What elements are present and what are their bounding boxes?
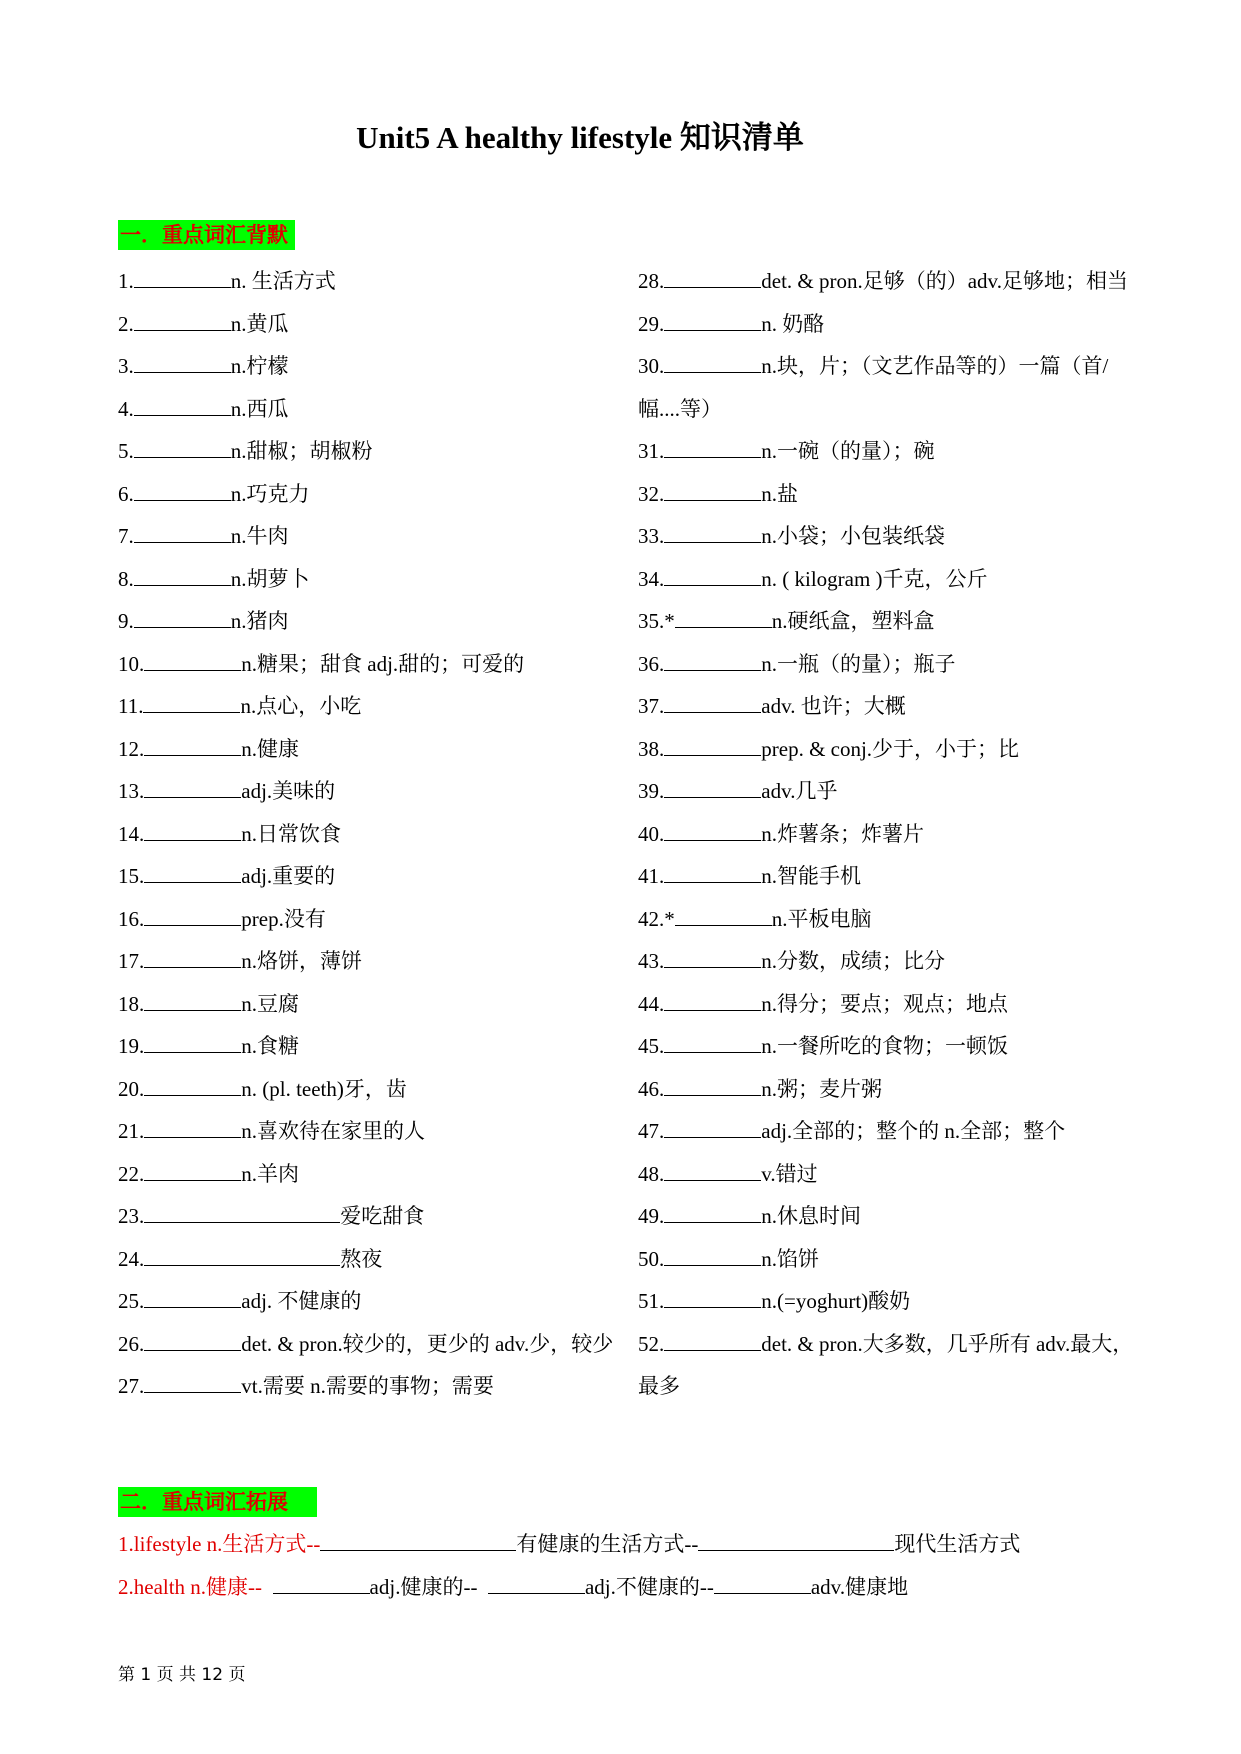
item-definition: n. ( kilogram )千克，公斤 xyxy=(761,566,988,591)
item-number: 47. xyxy=(638,1119,665,1143)
answer-blank[interactable] xyxy=(664,439,761,458)
answer-blank[interactable] xyxy=(144,864,241,883)
item-definition: n.豆腐 xyxy=(241,991,299,1016)
answer-blank[interactable] xyxy=(664,1289,761,1308)
vocab-item xyxy=(118,558,628,601)
vocab-item xyxy=(118,1323,628,1366)
vocab-item xyxy=(118,1110,628,1153)
answer-blank[interactable] xyxy=(144,822,241,841)
item-number: 2. xyxy=(118,311,134,336)
item-number: 35.* xyxy=(638,609,675,633)
item-definition: n.小袋；小包装纸袋 xyxy=(761,524,945,548)
item-number: 36. xyxy=(638,651,665,676)
item-definition: 熬夜 xyxy=(340,1246,383,1271)
vocab-item xyxy=(118,770,628,813)
vocab-item xyxy=(638,1110,1138,1153)
item-number: 33. xyxy=(638,524,665,548)
answer-blank[interactable] xyxy=(144,1034,241,1053)
item-number: 38. xyxy=(638,736,665,761)
vocab-item xyxy=(118,600,628,643)
item-definition: n.休息时间 xyxy=(761,1204,861,1228)
vocab-item xyxy=(118,515,628,558)
answer-blank[interactable] xyxy=(273,1575,370,1594)
vocab-item xyxy=(118,643,628,686)
answer-blank[interactable] xyxy=(134,354,231,373)
item-definition: n.烙饼，薄饼 xyxy=(241,949,362,973)
item-definition: adv. 也许；大概 xyxy=(761,694,906,718)
item-number: 11. xyxy=(118,694,144,718)
answer-blank[interactable] xyxy=(664,1077,761,1096)
item-definition: n. 生活方式 xyxy=(230,269,336,293)
item-definition: n.健康 xyxy=(241,736,299,761)
item-definition: v.错过 xyxy=(761,1161,818,1186)
item-definition: adj. 不健康的 xyxy=(241,1289,362,1313)
answer-blank[interactable] xyxy=(134,524,231,543)
answer-blank[interactable] xyxy=(134,439,231,458)
vocab-item xyxy=(638,1238,1138,1281)
item-definition: n.糖果；甜食 adj.甜的；可爱的 xyxy=(241,651,525,676)
vocab-item xyxy=(638,983,1138,1026)
item-number: 39. xyxy=(638,779,665,803)
item-definition: adj.重要的 xyxy=(241,864,336,888)
vocab-item xyxy=(118,813,628,856)
vocab-item xyxy=(118,1068,628,1111)
item-definition: n.硬纸盒，塑料盒 xyxy=(771,609,935,633)
answer-blank[interactable] xyxy=(144,907,241,926)
item-number: 29. xyxy=(638,311,665,336)
item-definition: n.一瓶（的量）；瓶子 xyxy=(761,651,956,676)
item-number: 40. xyxy=(638,821,665,846)
item-number: 41. xyxy=(638,864,665,888)
vocab-item xyxy=(118,473,628,516)
item-number: 34. xyxy=(638,566,665,591)
vocab-item xyxy=(638,643,1138,686)
item-number: 9. xyxy=(118,609,134,633)
vocab-item xyxy=(118,1195,628,1238)
item-number: 15. xyxy=(118,864,145,888)
answer-blank[interactable] xyxy=(664,864,761,883)
item-definition: n.一餐所吃的食物；一顿饭 xyxy=(761,1034,1008,1058)
vocab-item xyxy=(118,430,628,473)
answer-blank[interactable] xyxy=(144,779,241,798)
item-number: 18. xyxy=(118,991,145,1016)
vocab-item xyxy=(118,685,628,728)
answer-blank[interactable] xyxy=(664,779,761,798)
item-number: 31. xyxy=(638,439,665,463)
item-number: 17. xyxy=(118,949,145,973)
item-number: 44. xyxy=(638,991,665,1016)
vocab-item xyxy=(638,813,1138,856)
item-definition: vt.需要 n.需要的事物；需要 xyxy=(241,1374,494,1398)
vocab-item xyxy=(638,728,1138,771)
item-number: 16. xyxy=(118,906,145,931)
item-definition: n.羊肉 xyxy=(241,1161,299,1186)
item-number: 52. xyxy=(638,1331,665,1356)
item-number: 37. xyxy=(638,694,665,718)
answer-blank[interactable] xyxy=(144,1077,241,1096)
item-number: 32. xyxy=(638,481,665,506)
item-number: 6. xyxy=(118,481,134,506)
item-definition: prep.没有 xyxy=(241,906,326,931)
answer-blank[interactable] xyxy=(134,567,231,586)
answer-blank[interactable] xyxy=(134,397,231,416)
vocab-item xyxy=(638,855,1138,898)
vocab-item xyxy=(118,345,628,388)
answer-blank[interactable] xyxy=(144,1247,340,1266)
vocab-item xyxy=(638,260,1138,303)
answer-blank[interactable] xyxy=(144,1332,241,1351)
item-definition: n.喜欢待在家里的人 xyxy=(241,1119,425,1143)
answer-blank[interactable] xyxy=(144,992,241,1011)
item-number: 21. xyxy=(118,1119,145,1143)
item-number: 19. xyxy=(118,1034,145,1058)
item-number: 4. xyxy=(118,396,134,421)
item-definition: n.炸薯条；炸薯片 xyxy=(761,821,924,846)
item-number: 50. xyxy=(638,1246,665,1271)
item-definition: det. & pron.较少的，更少的 adv.少，较少 xyxy=(241,1331,614,1356)
answer-blank[interactable] xyxy=(664,524,761,543)
vocab-item xyxy=(118,1280,628,1323)
item-number: 14. xyxy=(118,821,145,846)
item-definition: n.日常饮食 xyxy=(241,821,341,846)
answer-blank[interactable] xyxy=(144,1374,241,1393)
item-number: 3. xyxy=(118,354,134,378)
item-definition: n.得分；要点；观点；地点 xyxy=(761,991,1008,1016)
vocab-item xyxy=(118,728,628,771)
vocab-item xyxy=(638,1153,1138,1196)
item-number: 5. xyxy=(118,439,134,463)
vocab-item xyxy=(118,1153,628,1196)
vocab-item xyxy=(118,303,628,346)
expansion-gloss: adv.健康地 xyxy=(810,1575,909,1599)
item-number: 48. xyxy=(638,1161,665,1186)
item-definition: n.胡萝卜 xyxy=(230,566,310,591)
answer-blank[interactable] xyxy=(144,1289,241,1308)
page-title: Unit5 A healthy lifestyle 知识清单 xyxy=(356,120,804,155)
answer-blank[interactable] xyxy=(664,949,761,968)
answer-blank[interactable] xyxy=(320,1532,516,1551)
vocab-item xyxy=(638,303,1138,346)
item-definition: n.食糖 xyxy=(241,1034,299,1058)
vocab-item xyxy=(638,1025,1138,1068)
vocab-list-right xyxy=(638,260,1138,1408)
item-number: 20. xyxy=(118,1076,145,1101)
item-number: 25. xyxy=(118,1289,145,1313)
item-number: 13. xyxy=(118,779,145,803)
item-definition: det. & pron.大多数，几乎所有 adv.最大，最多 xyxy=(638,1331,1134,1398)
vocab-item xyxy=(118,1365,628,1408)
answer-blank[interactable] xyxy=(144,1162,241,1181)
vocab-item xyxy=(638,345,1138,430)
vocab-item xyxy=(638,473,1138,516)
expansion-lead: 1.lifestyle n.生活方式-- xyxy=(118,1532,321,1556)
page-footer: 第 1 页 共 12 页 xyxy=(118,1665,246,1685)
answer-blank[interactable] xyxy=(134,482,231,501)
vocab-item xyxy=(118,260,628,303)
item-number: 7. xyxy=(118,524,134,548)
answer-blank[interactable] xyxy=(664,992,761,1011)
item-definition: adj.美味的 xyxy=(241,779,336,803)
item-definition: n. 奶酪 xyxy=(761,311,825,336)
vocab-item xyxy=(638,515,1138,558)
answer-blank[interactable] xyxy=(664,822,761,841)
item-number: 27. xyxy=(118,1374,145,1398)
expansion-gloss: adj.健康的-- xyxy=(369,1575,483,1599)
section-heading-vocabulary: 一．重点词汇背默 xyxy=(118,220,295,250)
answer-blank[interactable] xyxy=(664,567,761,586)
item-definition: n.(=yoghurt)酸奶 xyxy=(761,1289,911,1313)
item-number: 23. xyxy=(118,1204,145,1228)
answer-blank[interactable] xyxy=(134,312,231,331)
vocab-item xyxy=(638,558,1138,601)
item-definition: n.馅饼 xyxy=(761,1246,819,1271)
item-definition: n.平板电脑 xyxy=(771,906,872,931)
answer-blank[interactable] xyxy=(144,949,241,968)
vocab-item xyxy=(638,1280,1138,1323)
answer-blank[interactable] xyxy=(714,1575,811,1594)
item-number: 26. xyxy=(118,1331,145,1356)
vocab-item xyxy=(118,898,628,941)
answer-blank[interactable] xyxy=(664,1247,761,1266)
answer-blank[interactable] xyxy=(144,1204,340,1223)
item-number: 8. xyxy=(118,566,134,591)
item-number: 10. xyxy=(118,651,145,676)
expansion-gloss: 有健康的生活方式-- xyxy=(516,1532,699,1556)
vocab-item xyxy=(638,1195,1138,1238)
item-definition: n.黄瓜 xyxy=(230,311,289,336)
item-definition: n.西瓜 xyxy=(230,396,289,421)
answer-blank[interactable] xyxy=(664,269,761,288)
expansion-line-lifestyle xyxy=(118,1528,1020,1558)
vocab-item xyxy=(118,388,628,431)
section-heading-expansion: 二．重点词汇拓展 xyxy=(118,1487,317,1517)
answer-blank[interactable] xyxy=(144,1119,241,1138)
item-definition: n.猪肉 xyxy=(230,609,289,633)
item-definition: n.一碗（的量）；碗 xyxy=(761,439,935,463)
expansion-line-health xyxy=(118,1571,908,1601)
item-definition: n.牛肉 xyxy=(230,524,289,548)
item-definition: n.粥；麦片粥 xyxy=(761,1076,882,1101)
expansion-gloss: 现代生活方式 xyxy=(894,1532,1021,1556)
item-number: 51. xyxy=(638,1289,665,1313)
item-number: 42.* xyxy=(638,906,675,931)
answer-blank[interactable] xyxy=(144,737,241,756)
item-definition: n.巧克力 xyxy=(230,481,310,506)
answer-blank[interactable] xyxy=(143,694,240,713)
vocab-item xyxy=(638,770,1138,813)
vocab-item xyxy=(638,430,1138,473)
item-number: 46. xyxy=(638,1076,665,1101)
vocab-item xyxy=(118,1025,628,1068)
answer-blank[interactable] xyxy=(664,1034,761,1053)
item-definition: adj.全部的；整个的 n.全部；整个 xyxy=(761,1119,1066,1143)
answer-blank[interactable] xyxy=(664,1162,761,1181)
item-number: 45. xyxy=(638,1034,665,1058)
item-number: 43. xyxy=(638,949,665,973)
expansion-lead: 2.health n.健康-- xyxy=(118,1575,268,1599)
item-definition: 爱吃甜食 xyxy=(340,1204,425,1228)
item-number: 22. xyxy=(118,1161,145,1186)
expansion-gloss: adj.不健康的-- xyxy=(584,1575,714,1599)
vocab-item xyxy=(638,685,1138,728)
item-number: 28. xyxy=(638,269,665,293)
item-number: 24. xyxy=(118,1246,145,1271)
answer-blank[interactable] xyxy=(664,1204,761,1223)
vocab-item xyxy=(638,1323,1138,1408)
answer-blank[interactable] xyxy=(698,1532,894,1551)
vocab-item xyxy=(118,940,628,983)
answer-blank[interactable] xyxy=(134,269,231,288)
item-definition: adv.几乎 xyxy=(761,779,838,803)
item-definition: n.块，片；（文艺作品等的）一篇（首/幅....等） xyxy=(638,354,1109,421)
item-definition: n. (pl. teeth)牙，齿 xyxy=(241,1076,407,1101)
item-definition: n.柠檬 xyxy=(230,354,289,378)
answer-blank[interactable] xyxy=(675,609,772,628)
item-number: 1. xyxy=(118,269,134,293)
item-number: 30. xyxy=(638,354,665,378)
item-number: 12. xyxy=(118,736,145,761)
vocab-item xyxy=(638,940,1138,983)
answer-blank[interactable] xyxy=(664,694,761,713)
item-definition: n.甜椒；胡椒粉 xyxy=(230,439,373,463)
vocab-item xyxy=(638,600,1138,643)
answer-blank[interactable] xyxy=(144,652,241,671)
vocab-item xyxy=(118,1238,628,1281)
vocab-item xyxy=(638,898,1138,941)
item-definition: n.分数，成绩；比分 xyxy=(761,949,945,973)
answer-blank[interactable] xyxy=(664,652,761,671)
vocab-item xyxy=(118,983,628,1026)
answer-blank[interactable] xyxy=(664,482,761,501)
answer-blank[interactable] xyxy=(664,737,761,756)
vocab-item xyxy=(118,855,628,898)
answer-blank[interactable] xyxy=(664,1119,761,1138)
item-definition: prep. & conj.少于，小于；比 xyxy=(761,736,1020,761)
item-definition: n.智能手机 xyxy=(761,864,861,888)
answer-blank[interactable] xyxy=(488,1575,585,1594)
item-definition: n.点心，小吃 xyxy=(240,694,362,718)
answer-blank[interactable] xyxy=(134,609,231,628)
vocab-item xyxy=(638,1068,1138,1111)
item-definition: det. & pron.足够（的）adv.足够地；相当 xyxy=(761,269,1128,293)
item-number: 49. xyxy=(638,1204,665,1228)
answer-blank[interactable] xyxy=(664,354,761,373)
item-definition: n.盐 xyxy=(761,481,798,506)
answer-blank[interactable] xyxy=(675,907,772,926)
answer-blank[interactable] xyxy=(664,1332,761,1351)
answer-blank[interactable] xyxy=(664,312,761,331)
vocab-list-left xyxy=(118,260,628,1408)
